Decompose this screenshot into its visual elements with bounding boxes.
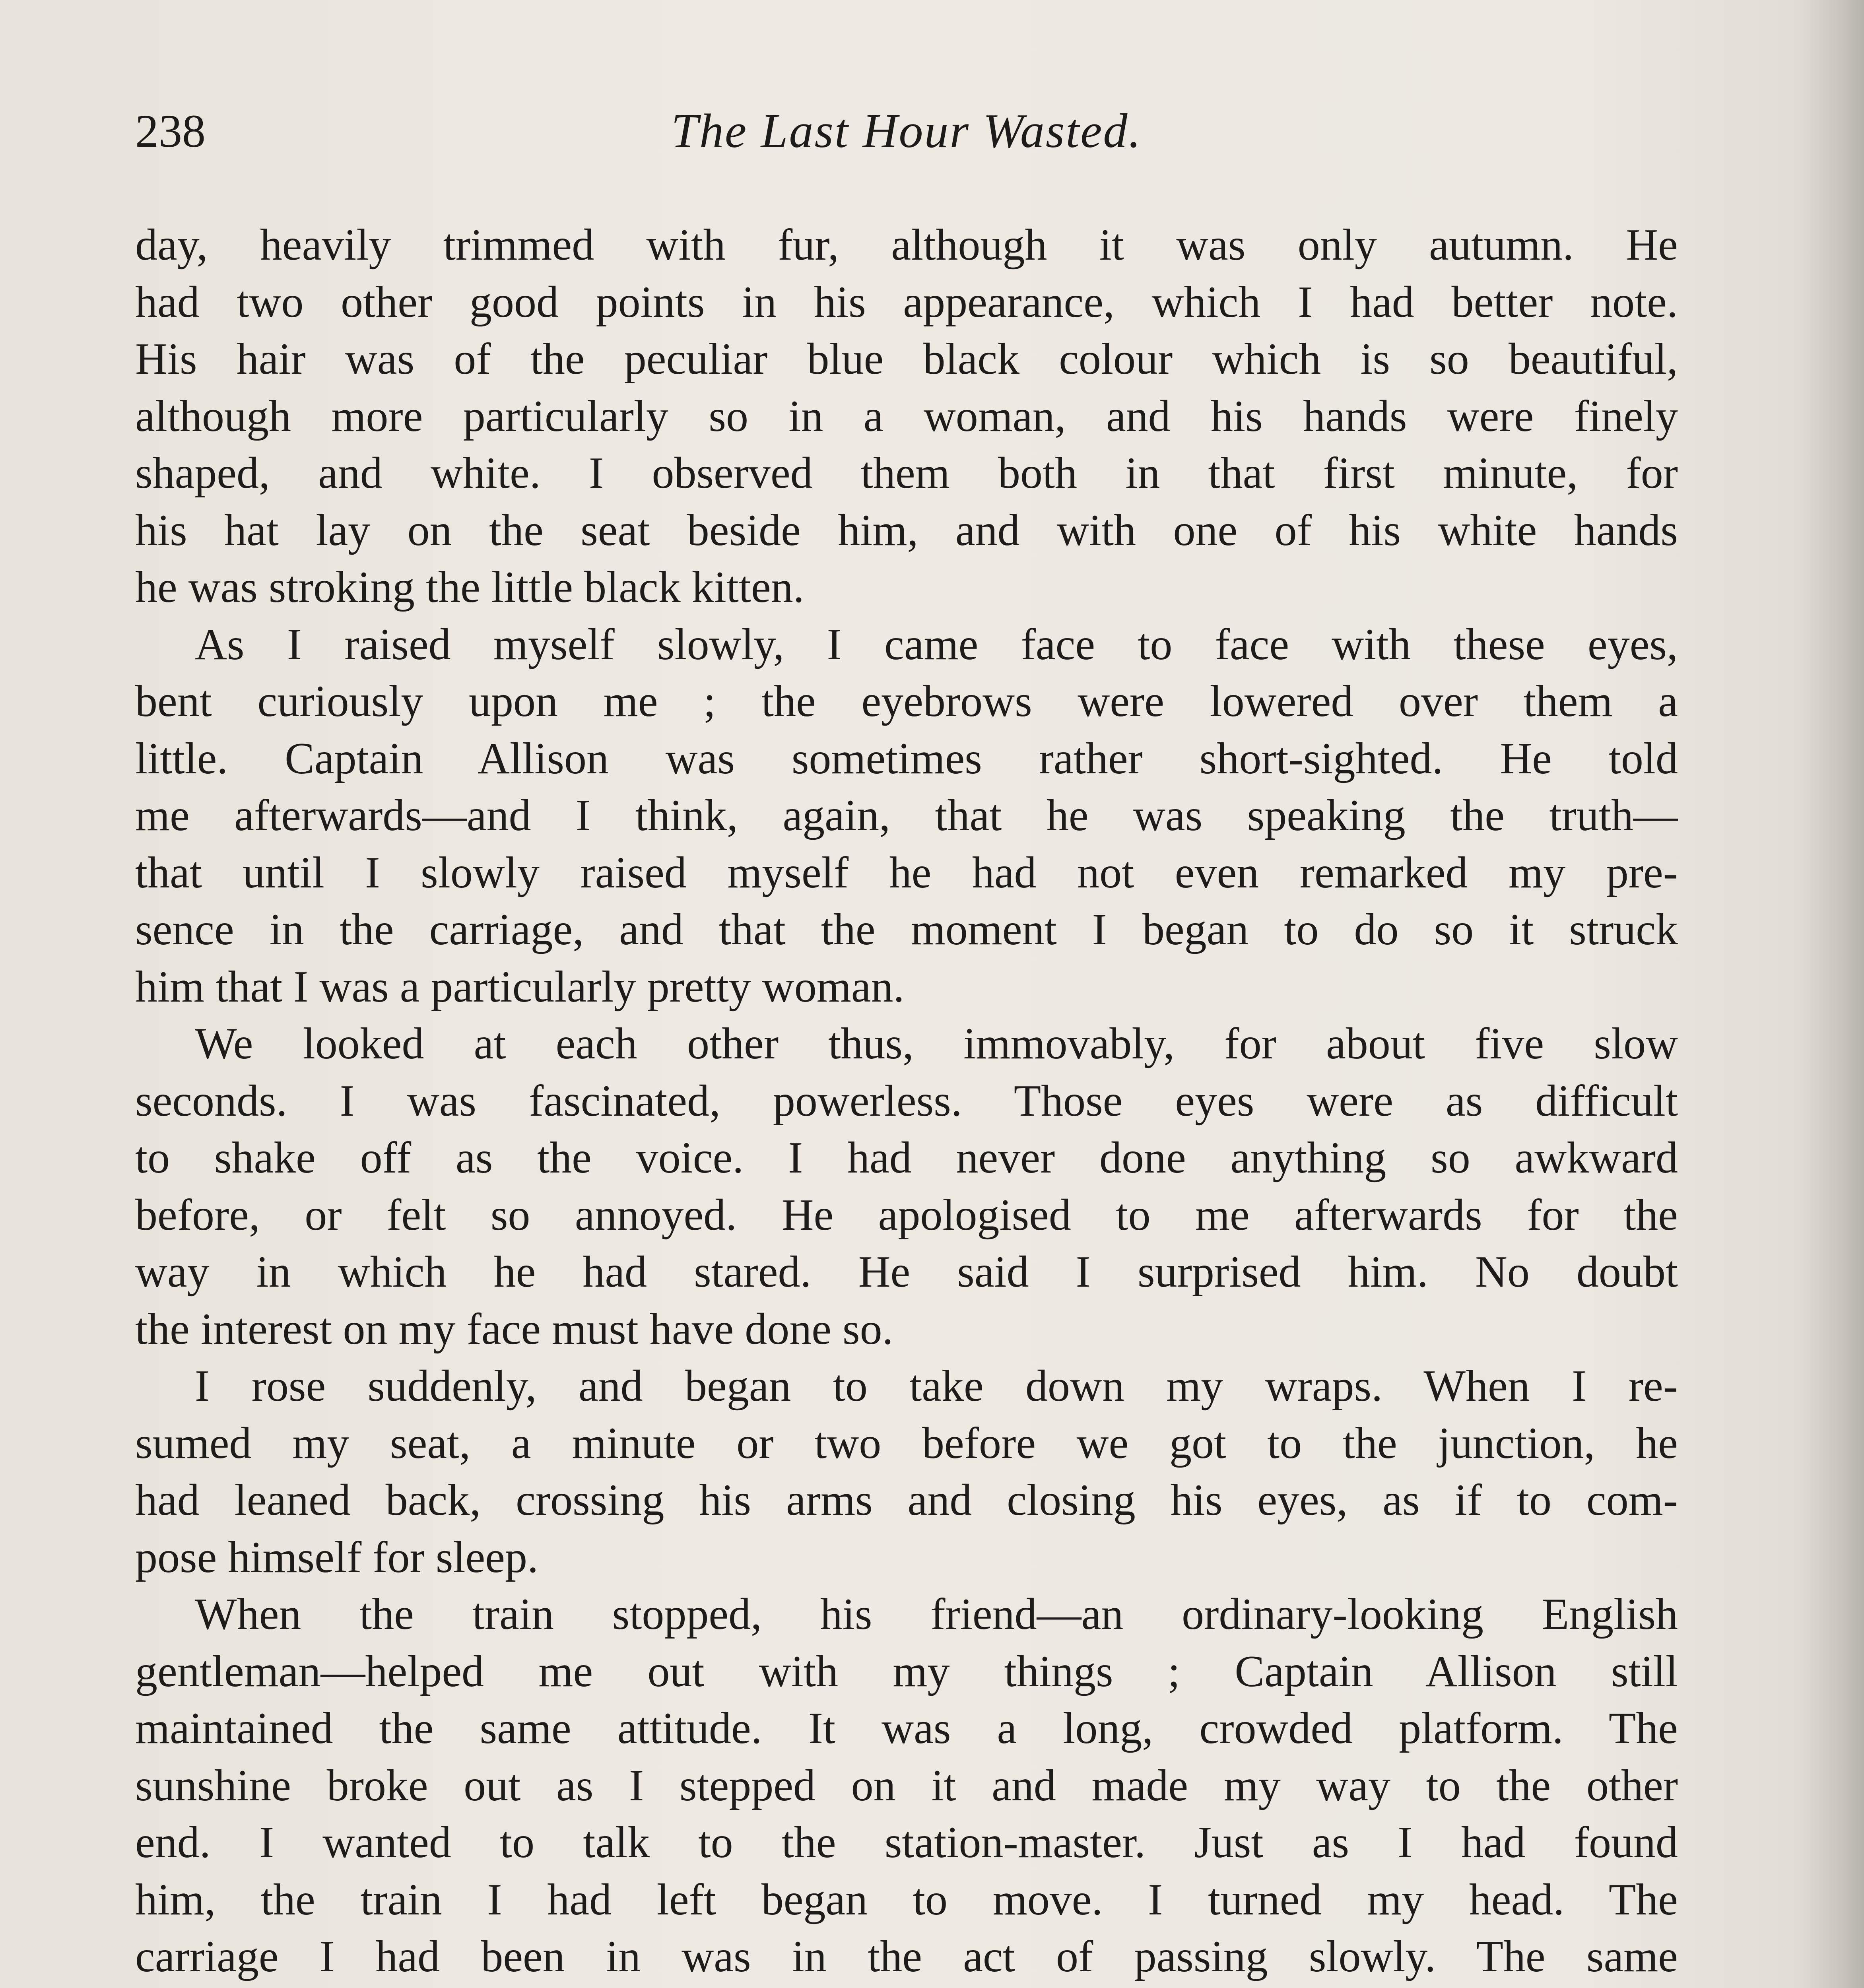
text-line: day, heavily trimmed with fur, although it was only autumn. He bbox=[135, 220, 1678, 270]
text-line bbox=[135, 1986, 1678, 1988]
text-line: although more particularly so in a woman, and his hands were finely bbox=[135, 391, 1678, 441]
text-line: me afterwards—and I think, again, that he was speaking the truth— bbox=[135, 791, 1678, 840]
text-line: end. I wanted to talk to the station-master. Just as I had found bbox=[135, 1818, 1678, 1867]
text-line: seconds. I was fascinated, powerless. Those eyes were as difficult bbox=[135, 1076, 1678, 1126]
text-line: way in which he had stared. He said I surprised him. No doubt bbox=[135, 1247, 1678, 1297]
text-line: shaped, and white. I observed them both in that first minute, for bbox=[135, 448, 1678, 498]
text-line: bent curiously upon me ; the eyebrows were lowered over them a bbox=[135, 677, 1678, 726]
text-line: gentleman—helped me out with my things ; Captain Allison still bbox=[135, 1646, 1678, 1696]
text-line: the interest on my face must have done so. bbox=[135, 1304, 893, 1354]
text-line: I rose suddenly, and began to take down my wraps. When I re- bbox=[195, 1361, 1678, 1411]
text-line: he was stroking the little black kitten. bbox=[135, 563, 804, 612]
text-line: before, or felt so annoyed. He apologised to me afterwards for the bbox=[135, 1190, 1678, 1240]
text-line: sumed my seat, a minute or two before we got to the junction, he bbox=[135, 1418, 1678, 1468]
text-line: him, the train I had left began to move. I turned my head. The bbox=[135, 1875, 1678, 1924]
text-line: As I raised myself slowly, I came face to face with these eyes, bbox=[195, 619, 1678, 669]
text-line: his hat lay on the seat beside him, and with one of his white hands bbox=[135, 505, 1678, 555]
text-line: pose himself for sleep. bbox=[135, 1532, 538, 1582]
running-title: The Last Hour Wasted. bbox=[671, 104, 1142, 158]
text-line: sunshine broke out as I stepped on it and made my way to the other bbox=[135, 1761, 1678, 1810]
text-line: When the train stopped, his friend—an ordinary-looking English bbox=[195, 1590, 1678, 1639]
text-line: maintained the same attitude. It was a long, crowded platform. The bbox=[135, 1704, 1678, 1753]
text-line: carriage I had been in was in the act of passing slowly. The same bbox=[135, 1932, 1678, 1981]
text-line: had leaned back, crossing his arms and closing his eyes, as if to com- bbox=[135, 1475, 1678, 1525]
page-edge-shadow bbox=[1804, 0, 1864, 1988]
text-line: little. Captain Allison was sometimes rather short-sighted. He told bbox=[135, 734, 1678, 783]
text-line: that until I slowly raised myself he had not even remarked my pre- bbox=[135, 848, 1678, 897]
page-header bbox=[135, 99, 1678, 163]
text-line: We looked at each other thus, immovably, for about five slow bbox=[195, 1019, 1678, 1068]
text-line: had two other good points in his appearance, which I had better note. bbox=[135, 277, 1678, 327]
page-number: 238 bbox=[135, 105, 206, 157]
text-line: him that I was a particularly pretty woman. bbox=[135, 962, 905, 1011]
body-text bbox=[135, 217, 1678, 1988]
text-line: sence in the carriage, and that the moment I began to do so it struck bbox=[135, 905, 1678, 954]
text-line: His hair was of the peculiar blue black colour which is so beautiful, bbox=[135, 334, 1678, 384]
text-line: to shake off as the voice. I had never done anything so awkward bbox=[135, 1133, 1678, 1182]
